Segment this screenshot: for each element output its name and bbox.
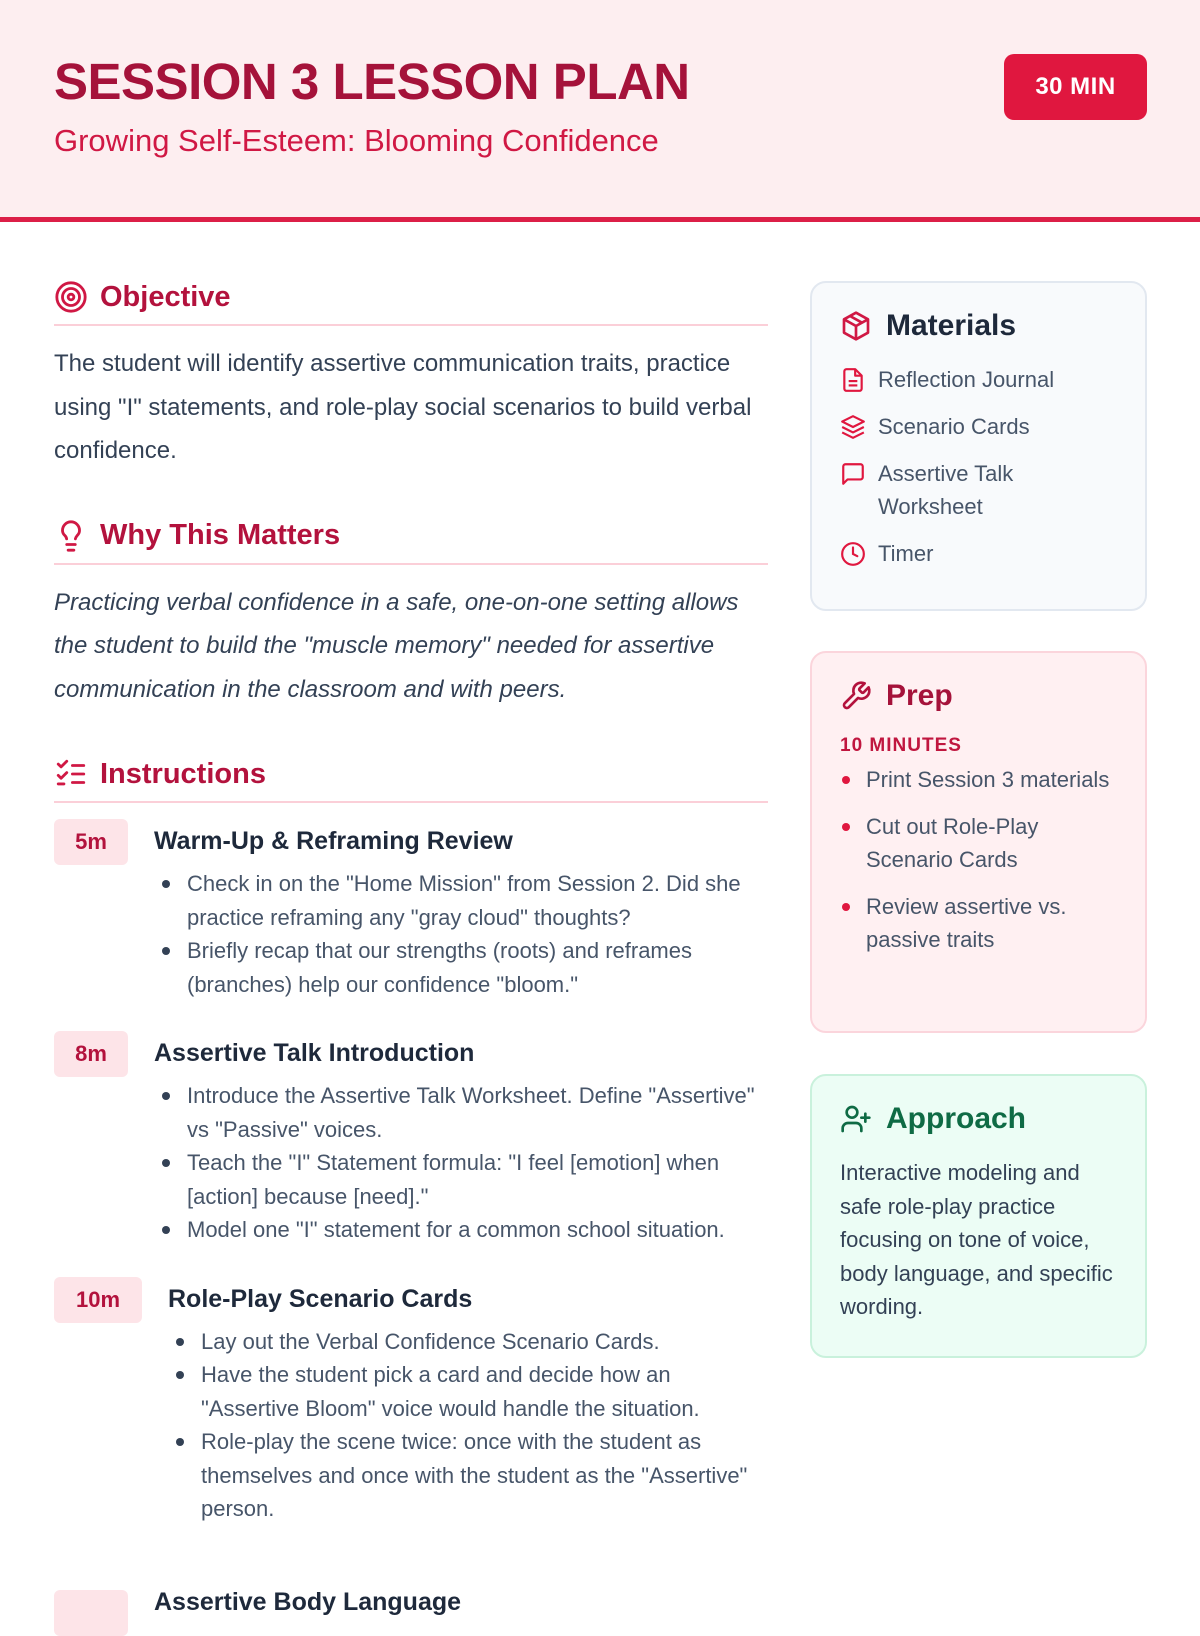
duration-badge: 30 MIN bbox=[1004, 54, 1147, 120]
step-bullets bbox=[154, 867, 768, 1001]
next-step-title: Assertive Body Language bbox=[154, 1588, 462, 1616]
prep-time-label: 10 MINUTES bbox=[840, 735, 962, 756]
prep-item: Review assertive vs. passive traits bbox=[840, 890, 1117, 957]
step-time-badge-cut bbox=[54, 1590, 128, 1636]
why-header bbox=[54, 519, 768, 565]
step-bullet: Lay out the Verbal Confidence Scenario Cards. bbox=[168, 1325, 768, 1359]
header bbox=[0, 0, 1200, 222]
objective-text: The student will identify assertive communication traits, practice using "I" statements, and role-play social scenarios to build verbal confidence. bbox=[54, 350, 752, 464]
step-bullet: Have the student pick a card and decide how an "Assertive Bloom" voice would handle the situation. bbox=[168, 1358, 768, 1425]
wrench-icon bbox=[840, 680, 872, 712]
step-title: Warm-Up & Reframing Review bbox=[154, 827, 513, 855]
material-item bbox=[840, 410, 1117, 443]
prep-card bbox=[810, 651, 1147, 1033]
material-label: Assertive Talk Worksheet bbox=[878, 461, 1014, 519]
step-title: Assertive Talk Introduction bbox=[154, 1039, 475, 1067]
step-title: Role-Play Scenario Cards bbox=[168, 1284, 473, 1313]
approach-card bbox=[810, 1074, 1147, 1358]
chat-icon bbox=[840, 461, 866, 487]
material-item bbox=[840, 537, 1117, 570]
lightbulb-icon bbox=[54, 519, 88, 553]
prep-item: Print Session 3 materials bbox=[840, 763, 1117, 797]
step-bullet: Briefly recap that our strengths (roots) and reframes (branches) help our confidence "bloom." bbox=[154, 934, 768, 1001]
instructions-header bbox=[54, 757, 768, 803]
step-time-badge: 8m bbox=[54, 1031, 128, 1077]
step-bullet: Introduce the Assertive Talk Worksheet. Define "Assertive" vs "Passive" voices. bbox=[154, 1079, 768, 1146]
approach-heading: Approach bbox=[886, 1102, 1027, 1135]
step-time-badge: 5m bbox=[54, 819, 128, 865]
material-item bbox=[840, 363, 1117, 396]
checklist-icon bbox=[54, 757, 88, 791]
approach-text: Interactive modeling and safe role-play practice focusing on tone of voice, body language, and specific wording. bbox=[840, 1160, 1113, 1319]
main-column bbox=[54, 280, 768, 1526]
material-label: Reflection Journal bbox=[878, 367, 1055, 392]
document-icon bbox=[840, 367, 866, 393]
page-title: SESSION 3 LESSON PLAN bbox=[54, 53, 690, 110]
step-bullet: Model one "I" statement for a common school situation. bbox=[154, 1213, 768, 1247]
step-bullets bbox=[154, 1079, 768, 1247]
step-bullets bbox=[168, 1325, 768, 1526]
clock-icon bbox=[840, 541, 866, 567]
step-bullet: Teach the "I" Statement formula: "I feel [emotion] when [action] because [need]." bbox=[154, 1146, 768, 1213]
why-heading: Why This Matters bbox=[100, 519, 341, 551]
materials-list bbox=[840, 363, 1117, 570]
instructions-heading: Instructions bbox=[100, 757, 266, 790]
step-warm-up bbox=[54, 819, 768, 1001]
objective-heading: Objective bbox=[100, 280, 231, 313]
instructions-section bbox=[54, 757, 768, 1526]
why-text: Practicing verbal confidence in a safe, one-on-one setting allows the student to build the "muscle memory" needed for assertive communication in the classroom and with peers. bbox=[54, 588, 739, 703]
objective-section bbox=[54, 280, 768, 473]
materials-heading: Materials bbox=[886, 309, 1017, 342]
step-time-badge: 10m bbox=[54, 1277, 142, 1323]
box-icon bbox=[840, 310, 872, 342]
prep-item: Cut out Role-Play Scenario Cards bbox=[840, 810, 1117, 877]
target-icon bbox=[54, 280, 88, 314]
step-bullet: Role-play the scene twice: once with the student as themselves and once with the student as the "Assertive" person. bbox=[168, 1425, 768, 1526]
user-plus-icon bbox=[840, 1103, 872, 1135]
prep-heading: Prep bbox=[886, 679, 953, 712]
material-label: Timer bbox=[878, 541, 934, 566]
objective-header bbox=[54, 280, 768, 326]
prep-list bbox=[840, 763, 1117, 957]
step-role-play bbox=[54, 1277, 768, 1526]
material-item bbox=[840, 457, 1117, 523]
why-section bbox=[54, 519, 768, 712]
step-bullet: Check in on the "Home Mission" from Session 2. Did she practice reframing any "gray cloud" thoughts? bbox=[154, 867, 768, 934]
page-subtitle: Growing Self-Esteem: Blooming Confidence bbox=[54, 123, 659, 158]
material-label: Scenario Cards bbox=[878, 414, 1030, 439]
materials-card bbox=[810, 281, 1147, 611]
layers-icon bbox=[840, 414, 866, 440]
step-assertive-talk bbox=[54, 1031, 768, 1247]
